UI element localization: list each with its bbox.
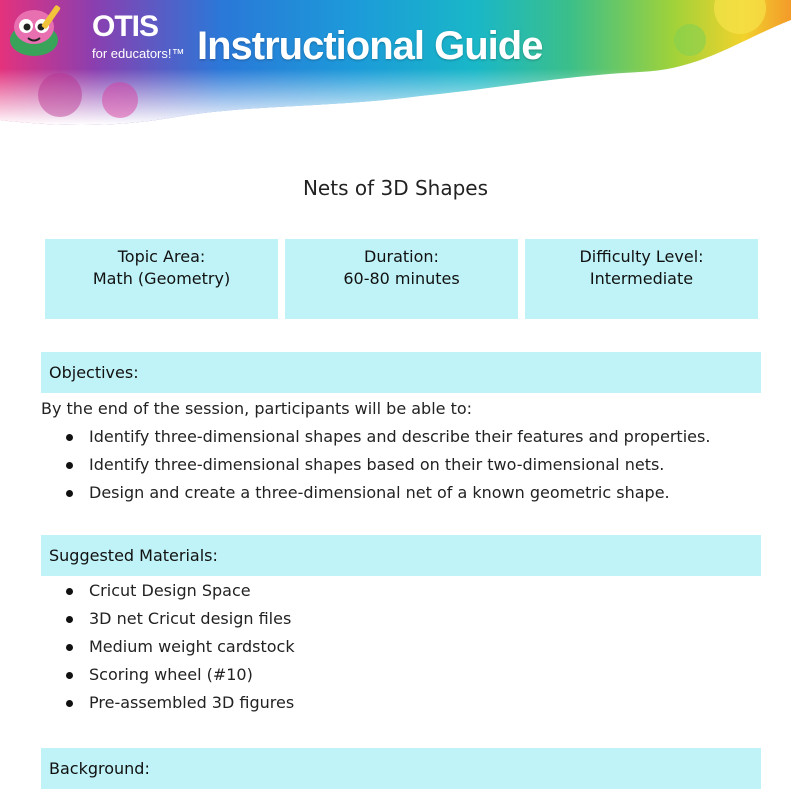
duration-value: 60-80 minutes	[343, 269, 460, 288]
list-item: Identify three-dimensional shapes based on their two-dimensional nets.	[66, 451, 710, 479]
list-item: Identify three-dimensional shapes and describe their features and properties.	[66, 423, 710, 451]
duration-box	[285, 239, 518, 319]
objectives-heading: Objectives:	[41, 352, 761, 393]
bullet-icon	[66, 644, 73, 651]
header-banner	[0, 0, 791, 140]
difficulty-value: Intermediate	[589, 269, 694, 288]
list-item: Pre-assembled 3D figures	[66, 689, 295, 717]
bullet-icon	[66, 616, 73, 623]
difficulty-box	[525, 239, 758, 319]
difficulty-label: Difficulty Level:	[579, 247, 704, 266]
bullet-icon	[66, 462, 73, 469]
document-title: Nets of 3D Shapes	[302, 176, 489, 200]
topic-area-box	[45, 239, 278, 319]
topic-area-label: Topic Area:	[117, 247, 206, 266]
list-item: Cricut Design Space	[66, 577, 295, 605]
objectives-list	[66, 423, 710, 507]
background-heading: Background:	[41, 748, 761, 789]
bullet-icon	[66, 588, 73, 595]
bullet-icon	[66, 434, 73, 441]
brand-name: OTIS	[92, 10, 159, 43]
list-item: 3D net Cricut design files	[66, 605, 295, 633]
materials-list	[66, 577, 295, 717]
list-item: Medium weight cardstock	[66, 633, 295, 661]
list-item: Design and create a three-dimensional net of a known geometric shape.	[66, 479, 710, 507]
otis-mascot-logo	[0, 0, 70, 62]
brand-tagline: for educators!™	[92, 46, 185, 61]
bullet-icon	[66, 490, 73, 497]
bullet-icon	[66, 700, 73, 707]
guide-title: Instructional Guide	[197, 24, 543, 68]
materials-heading: Suggested Materials:	[41, 535, 761, 576]
list-item: Scoring wheel (#10)	[66, 661, 295, 689]
topic-area-value: Math (Geometry)	[92, 269, 231, 288]
objectives-intro: By the end of the session, participants will be able to:	[41, 399, 473, 418]
duration-label: Duration:	[364, 247, 439, 266]
bullet-icon	[66, 672, 73, 679]
